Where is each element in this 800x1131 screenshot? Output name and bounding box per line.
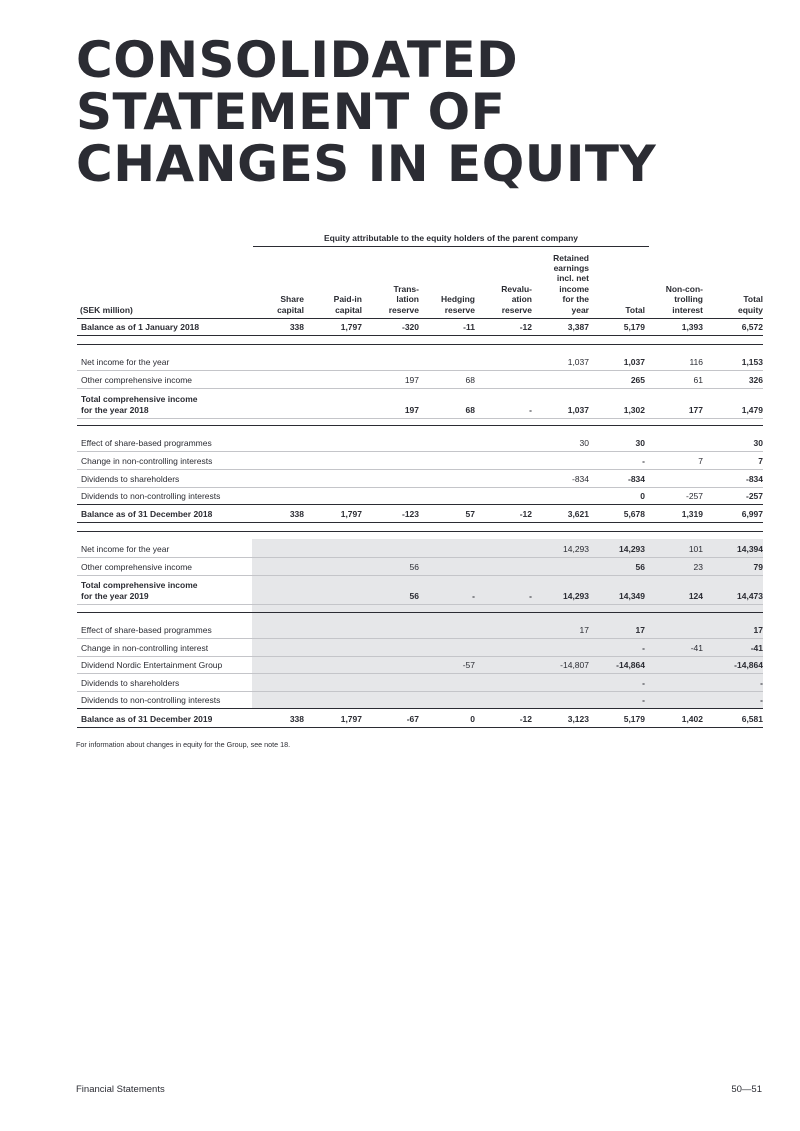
row-label: Other comprehensive income [81, 374, 193, 385]
table-cell: 124 [688, 590, 703, 601]
table-cell: 1,797 [340, 713, 362, 724]
row-label: Effect of share-based programmes [81, 437, 212, 448]
table-row [77, 709, 763, 728]
table-row [77, 318, 763, 336]
table-row [77, 388, 763, 419]
table-cell: 7 [698, 455, 703, 466]
column-header: Total [625, 304, 645, 315]
table-cell: 1,393 [681, 321, 703, 332]
row-label: Dividends to shareholders [81, 677, 180, 688]
table-cell: -12 [519, 713, 532, 724]
table-cell: 0 [470, 713, 475, 724]
table-header-row [77, 252, 763, 319]
table-cell: 17 [579, 624, 589, 635]
row-label: Balance as of 1 January 2018 [81, 321, 200, 332]
table-cell: 338 [289, 321, 304, 332]
row-label: Effect of share-based programmes [81, 624, 212, 635]
table-cell: -257 [745, 490, 763, 501]
table-cell: - [760, 694, 763, 705]
row-label: Change in non-controlling interests [81, 455, 213, 466]
table-row [77, 370, 763, 389]
table-row [77, 469, 763, 488]
row-label: Dividends to shareholders [81, 473, 180, 484]
table-cell: -41 [750, 642, 763, 653]
footer-section-title: Financial Statements [76, 1084, 165, 1095]
table-row [77, 656, 763, 674]
title-line: STATEMENT OF [76, 83, 506, 141]
table-cell: -12 [519, 321, 532, 332]
column-header: Hedging reserve [441, 294, 475, 315]
table-cell: 14,394 [737, 543, 763, 554]
table-cell: 3,123 [567, 713, 589, 724]
table-cell: 23 [693, 561, 703, 572]
title-line: CONSOLIDATED [76, 31, 519, 89]
table-cell: 1,797 [340, 321, 362, 332]
title-line: CHANGES IN EQUITY [76, 135, 657, 193]
table-cell: - [642, 694, 645, 705]
table-cell: 1,037 [623, 356, 645, 367]
page-number: 50—51 [731, 1084, 762, 1095]
table-cell: - [472, 590, 475, 601]
table-cell: 3,387 [567, 321, 589, 332]
table-cell: 17 [753, 624, 763, 635]
table-cell: -834 [627, 473, 645, 484]
footnote: For information about changes in equity for the Group, see note 18. [76, 740, 291, 749]
row-label: Other comprehensive income [81, 561, 193, 572]
table-cell: 3,621 [567, 508, 589, 519]
table-row [77, 673, 763, 692]
section-divider [77, 612, 763, 613]
table-cell: 68 [465, 374, 475, 385]
row-label: Dividends to non-controlling interests [81, 490, 221, 501]
equity-group-header: Equity attributable to the equity holders of the parent company [253, 233, 649, 247]
table-cell: - [642, 677, 645, 688]
table-cell: 1,319 [681, 508, 703, 519]
table-cell: -123 [401, 508, 419, 519]
table-cell: -257 [685, 490, 703, 501]
table-cell: 6,572 [741, 321, 763, 332]
table-cell: 265 [630, 374, 645, 385]
table-cell: 5,179 [623, 321, 645, 332]
table-cell: 197 [404, 404, 419, 415]
table-cell: 1,302 [623, 404, 645, 415]
table-row [77, 352, 763, 371]
table-row [77, 575, 763, 605]
row-label: Dividends to non-controlling interests [81, 694, 221, 705]
table-row [77, 691, 763, 709]
section-divider [77, 425, 763, 426]
page-title [76, 31, 657, 193]
table-cell: 30 [753, 437, 763, 448]
column-header: Trans- lation reserve [388, 283, 419, 315]
column-header: Share capital [277, 294, 304, 315]
table-row [77, 638, 763, 657]
row-label: Change in non-controlling interest [81, 642, 209, 653]
table-cell: 61 [693, 374, 703, 385]
table-cell: -12 [519, 508, 532, 519]
table-cell: 56 [635, 561, 645, 572]
table-cell: 5,678 [623, 508, 645, 519]
row-label: Net income for the year [81, 543, 170, 554]
column-header: Retained earnings incl. net income for the year [553, 252, 589, 315]
table-cell: - [642, 642, 645, 653]
table-cell: 30 [635, 437, 645, 448]
row-label: Balance as of 31 December 2018 [81, 508, 213, 519]
table-cell: -11 [463, 321, 475, 332]
table-cell: 7 [758, 455, 763, 466]
table-cell: 1,037 [567, 404, 589, 415]
table-cell: - [529, 590, 532, 601]
table-cell: 6,997 [741, 508, 763, 519]
table-cell: 17 [635, 624, 645, 635]
table-cell: - [760, 677, 763, 688]
table-cell: - [529, 404, 532, 415]
column-header: Revalu- ation reserve [501, 283, 532, 315]
table-cell: 14,293 [563, 590, 589, 601]
section-divider [77, 344, 763, 345]
row-label: Total comprehensive income for the year 2018 [81, 394, 198, 415]
table-cell: - [642, 455, 645, 466]
table-cell: 338 [289, 713, 304, 724]
table-cell: 0 [640, 490, 645, 501]
table-cell: 14,293 [563, 543, 589, 554]
table-cell: -14,864 [616, 659, 645, 670]
table-cell: 1,153 [741, 356, 763, 367]
table-cell: 1,402 [681, 713, 703, 724]
table-cell: 1,037 [567, 356, 589, 367]
table-cell: 326 [748, 374, 763, 385]
column-header: Total equity [737, 294, 763, 315]
section-divider [77, 531, 763, 532]
table-cell: 56 [409, 561, 419, 572]
table-row [77, 539, 763, 558]
table-row [77, 433, 763, 452]
table-cell: -41 [690, 642, 703, 653]
table-cell: 116 [689, 356, 703, 367]
table-cell: 14,293 [619, 543, 645, 554]
table-cell: -57 [462, 659, 475, 670]
table-cell: -67 [406, 713, 419, 724]
table-row [77, 487, 763, 505]
header-label: (SEK million) [80, 304, 133, 315]
table-cell: 197 [404, 374, 419, 385]
table-cell: 177 [688, 404, 703, 415]
column-header: Paid-in capital [333, 294, 362, 315]
table-row [77, 451, 763, 470]
table-cell: -14,807 [560, 659, 589, 670]
table-row [77, 504, 763, 523]
table-cell: 79 [753, 561, 763, 572]
table-cell: 14,349 [619, 590, 645, 601]
table-cell: 14,473 [737, 590, 763, 601]
table-cell: -320 [401, 321, 419, 332]
table-cell: 101 [688, 543, 703, 554]
row-label: Total comprehensive income for the year 2019 [81, 580, 198, 601]
table-cell: 56 [409, 590, 419, 601]
row-label: Dividend Nordic Entertainment Group [81, 659, 223, 670]
row-label: Balance as of 31 December 2019 [81, 713, 213, 724]
table-cell: 57 [465, 508, 475, 519]
table-cell: -14,864 [734, 659, 763, 670]
table-cell: 5,179 [623, 713, 645, 724]
table-cell: 338 [289, 508, 304, 519]
column-header: Non-con- trolling interest [665, 283, 703, 315]
table-row [77, 620, 763, 639]
table-row [77, 557, 763, 576]
table-cell: 30 [579, 437, 589, 448]
table-cell: 1,797 [340, 508, 362, 519]
table-cell: -834 [745, 473, 763, 484]
table-cell: 68 [465, 404, 475, 415]
table-cell: -834 [571, 473, 589, 484]
table-cell: 1,479 [741, 404, 763, 415]
table-cell: 6,581 [741, 713, 763, 724]
row-label: Net income for the year [81, 356, 170, 367]
